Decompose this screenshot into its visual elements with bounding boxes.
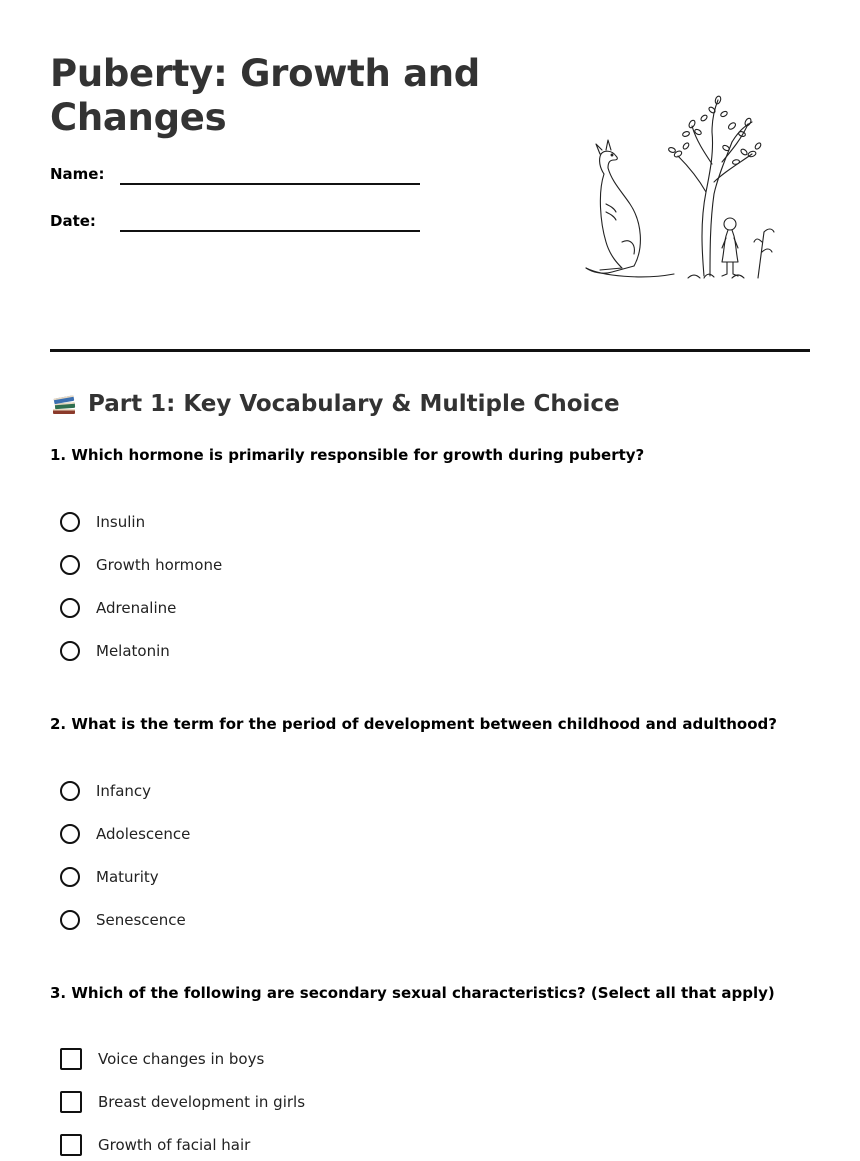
radio-button[interactable]: [60, 555, 80, 575]
radio-button[interactable]: [60, 867, 80, 887]
option-label: Adolescence: [96, 825, 191, 843]
radio-button[interactable]: [60, 512, 80, 532]
date-input-line[interactable]: [120, 230, 420, 232]
name-field: [50, 165, 430, 195]
question-2: 2. What is the term for the period of development between childhood and adulthood?: [50, 715, 777, 733]
q3-option-facial-hair[interactable]: [60, 1132, 250, 1158]
option-label: Breast development in girls: [98, 1093, 306, 1111]
date-field: [50, 212, 430, 242]
q1-option-melatonin[interactable]: [60, 638, 170, 664]
radio-button[interactable]: [60, 781, 80, 801]
option-label: Maturity: [96, 868, 159, 886]
q1-option-growth-hormone[interactable]: [60, 552, 222, 578]
option-label: Insulin: [96, 513, 146, 531]
checkbox[interactable]: [60, 1091, 82, 1113]
books-icon: [50, 390, 78, 418]
q2-option-maturity[interactable]: [60, 864, 159, 890]
q1-option-adrenaline[interactable]: [60, 595, 176, 621]
name-input-line[interactable]: [120, 183, 420, 185]
question-3: 3. Which of the following are secondary sexual characteristics? (Select all that apply): [50, 984, 775, 1002]
option-label: Senescence: [96, 911, 186, 929]
q1-option-insulin[interactable]: [60, 509, 145, 535]
radio-button[interactable]: [60, 641, 80, 661]
checkbox[interactable]: [60, 1048, 82, 1070]
question-1: 1. Which hormone is primarily responsible for growth during puberty?: [50, 446, 645, 464]
option-label: Growth hormone: [96, 556, 223, 574]
option-label: Melatonin: [96, 642, 170, 660]
option-label: Growth of facial hair: [98, 1136, 251, 1154]
radio-button[interactable]: [60, 598, 80, 618]
name-label: Name:: [50, 165, 105, 183]
checkbox[interactable]: [60, 1134, 82, 1156]
radio-button[interactable]: [60, 910, 80, 930]
kangaroo-tree-child-illustration: [582, 92, 782, 287]
part1-heading: [50, 388, 620, 420]
q3-option-breast-development[interactable]: [60, 1089, 305, 1115]
q2-option-adolescence[interactable]: [60, 821, 190, 847]
q2-option-senescence[interactable]: [60, 907, 186, 933]
option-label: Infancy: [96, 782, 152, 800]
date-label: Date:: [50, 212, 96, 230]
option-label: Adrenaline: [96, 599, 177, 617]
q2-option-infancy[interactable]: [60, 778, 151, 804]
q3-option-voice-changes[interactable]: [60, 1046, 264, 1072]
option-label: Voice changes in boys: [98, 1050, 265, 1068]
part1-heading-text: Part 1: Key Vocabulary & Multiple Choice: [88, 391, 620, 417]
page-title: Puberty: Growth and Changes: [50, 52, 480, 139]
section-divider: [50, 349, 810, 352]
radio-button[interactable]: [60, 824, 80, 844]
